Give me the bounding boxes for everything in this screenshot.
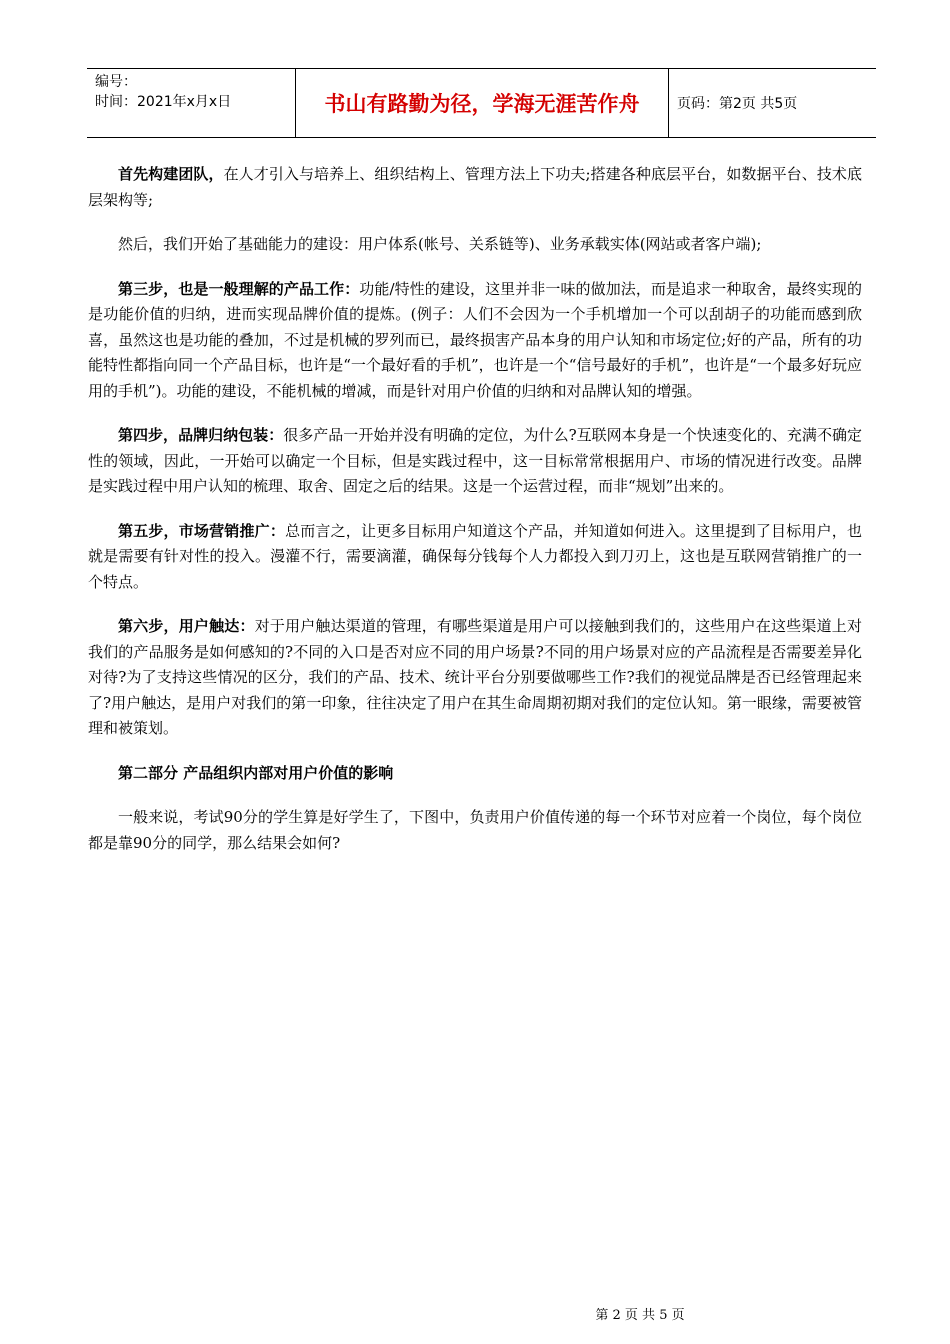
document-time-label: 时间：2021年x月x日: [95, 94, 232, 110]
paragraph-4: [88, 423, 862, 500]
closing-paragraph: 一般来说，考试90分的学生算是好学生了，下图中，负责用户价值传递的每一个环节对应着一个岗位，每个岗位都是靠90分的同学，那么结果会如何?: [88, 808, 862, 852]
paragraph-text: 然后，我们开始了基础能力的建设：用户体系(帐号、关系链等)、业务承载实体(网站或者客户端);: [118, 235, 762, 253]
paragraph-5: [88, 519, 862, 596]
paragraph-lead: 第三步，也是一般理解的产品工作：: [118, 279, 360, 298]
header-meta: [87, 69, 295, 137]
paragraph-1: [88, 162, 862, 213]
paragraph-lead: 第五步，市场营销推广：: [118, 521, 286, 540]
paragraph-text: 对于用户触达渠道的管理，有哪些渠道是用户可以接触到我们的，这些用户在这些渠道上对我们的产品服务是如何感知的?不同的入口是否对应不同的用户场景?不同的用户场景对应的产品流程是否需要差异化对待?为了支持这些情况的区分，我们的产品、技术、统计平台分别要做哪些工作?我们的视觉品牌是否已经管理起来了?用户触达，是用户对我们的第一印象，往往决定了用户在其生命周期初期对我们的定位认知。第一眼缘，需要被管理和被策划。: [88, 617, 862, 737]
document-number-label: 编号：: [95, 74, 137, 90]
paragraph-text: 在人才引入与培养上、组织结构上、管理方法上下功夫;搭建各种底层平台，如数据平台、技术底层架构等;: [88, 165, 862, 209]
header-page-info: 页码：第2页 共5页: [677, 96, 798, 112]
paragraph-6: [88, 614, 862, 742]
page-header: [87, 68, 876, 138]
paragraph-lead: 第四步，品牌归纳包装：: [118, 426, 284, 444]
paragraph-text: 很多产品一开始并没有明确的定位，为什么?互联网本身是一个快速变化的、充满不确定性的领域，因此，一开始可以确定一个目标，但是实践过程中，这一目标常常根据用户、市场的情况进行改变。品牌是实践过程中用户认知的梳理、取舍、固定之后的结果。这是一个运营过程，而非“规划”出来的。: [88, 426, 862, 495]
paragraph-3: [88, 277, 862, 405]
paragraph-lead: 首先构建团队，: [118, 165, 224, 183]
paragraph-lead: 第六步，用户触达：: [118, 617, 255, 635]
section-heading: 第二部分 产品组织内部对用户价值的影响: [118, 763, 394, 782]
paragraph-2: [88, 232, 862, 258]
paragraph-text: 总而言之，让更多目标用户知道这个产品，并知道如何进入。这里提到了目标用户，也就是需要有针对性的投入。漫灌不行，需要滴灌，确保每分钱每个人力都投入到刀刃上，这也是互联网营销推广的一个特点。: [88, 521, 862, 591]
paragraph-text: 功能/特性的建设，这里并非一味的做加法，而是追求一种取舍，最终实现的是功能价值的归纳，进而实现品牌价值的提炼。(例子：人们不会因为一个手机增加一个可以刮胡子的功能而感到欣喜，虽然这也是功能的叠加，不过是机械的罗列而已，最终损害产品本身的用户认知和市场定位;好的产品，所有的功能特性都指向同一个产品目标，也许是“一个最好看的手机”，也许是一个“信号最好的手机”，也许是“一个最多好玩应用的手机”)。功能的建设，不能机械的增减，而是针对用户价值的归纳和对品牌认知的增强。: [88, 279, 862, 400]
page-footer: 第 2 页 共 5 页: [595, 1308, 685, 1323]
header-motto: 书山有路勤为径，学海无涯苦作舟: [295, 69, 669, 137]
document-body: [88, 162, 862, 875]
